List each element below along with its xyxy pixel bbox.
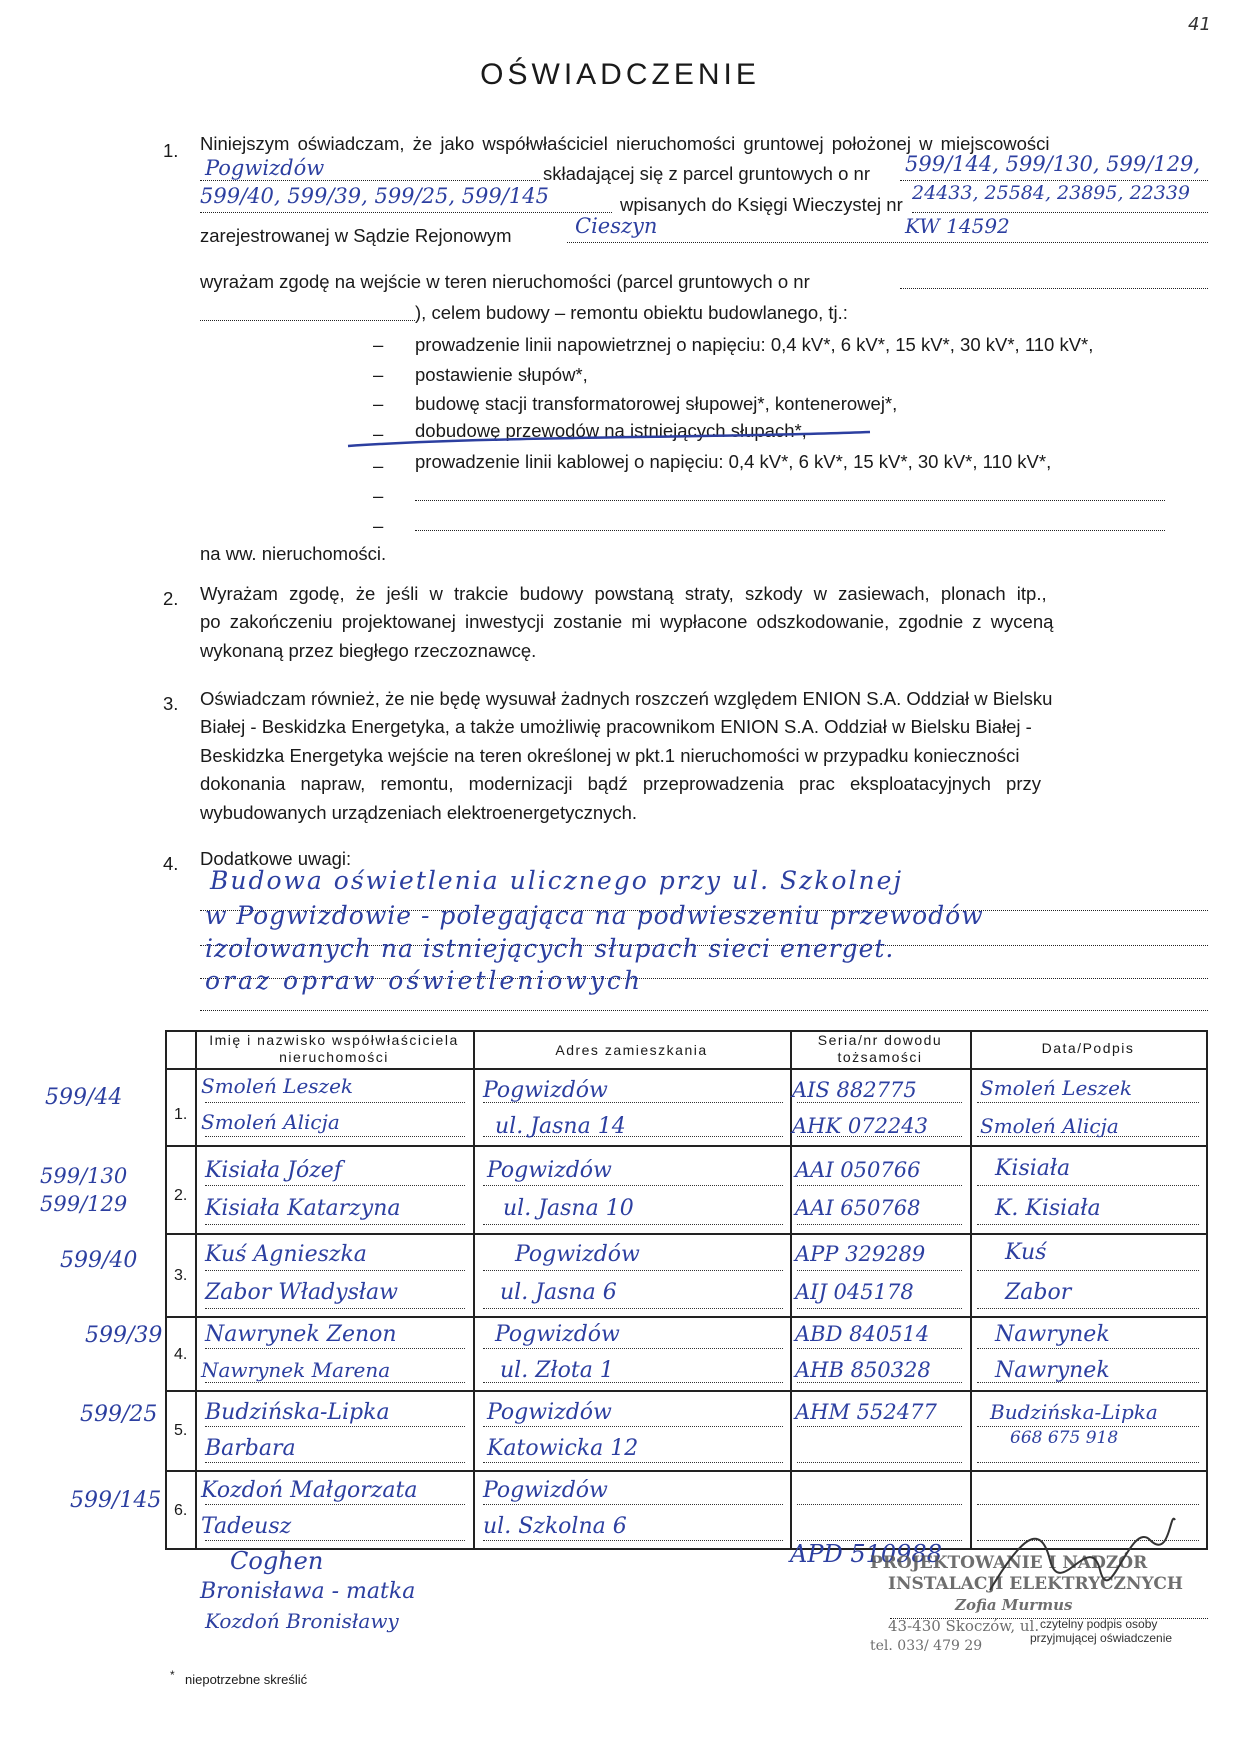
section-3-line1: Oświadczam również, że nie będę wysuwał żadnych roszczeń względem ENION S.A. Oddział w Bielsku — [200, 688, 1053, 709]
table-cell-address: Katowicka 12 — [487, 1436, 639, 1461]
blank-bullet-line — [415, 480, 1165, 501]
bullet-4: dobudowę przewodów na istniejących słupach*, — [415, 420, 807, 441]
signature-scribble — [980, 1500, 1180, 1610]
table-cell-id: ABD 840514 — [795, 1322, 930, 1346]
parcels-handwritten-b: 599/40, 599/39, 599/25, 599/145 — [200, 184, 549, 208]
table-cell-id: AHB 850328 — [795, 1358, 931, 1382]
table-cell-address: Pogwizdów — [483, 1478, 608, 1503]
table-cell-name: Smoleń Leszek — [201, 1074, 354, 1098]
bullet-1: prowadzenie linii napowietrznej o napięciu: 0,4 kV*, 6 kV*, 15 kV*, 30 kV*, 110 kV*, — [415, 334, 1094, 355]
margin-parcel-number: 599/145 — [70, 1488, 162, 1513]
stamp-line: PROJEKTOWANIE I NADZÓR — [870, 1553, 1148, 1573]
table-cell-id: AIS 882775 — [792, 1078, 917, 1102]
table-cell-address: ul. Złota 1 — [500, 1358, 614, 1383]
table-cell-signature: Zabor — [1005, 1280, 1072, 1305]
remarks-handwritten-4: oraz opraw oświetleniowych — [205, 966, 643, 995]
section-1-line2: składającej się z parcel gruntowych o nr — [543, 163, 870, 184]
table-cell-address: ul. Jasna 10 — [503, 1196, 634, 1221]
bullet-5: prowadzenie linii kablowej o napięciu: 0,4 kV*, 6 kV*, 15 kV*, 30 kV*, 110 kV*, — [415, 451, 1052, 472]
table-cell-id: AHK 072243 — [792, 1114, 929, 1138]
table-cell-signature: Kisiała — [995, 1156, 1071, 1181]
parcel-no-field-2 — [200, 300, 415, 321]
section-3-line2: Białej - Beskidzka Energetyka, a także umożliwię pracownikom ENION S.A. Oddział w Bielsku Białej - — [200, 716, 1032, 737]
section-number: 2. — [163, 588, 179, 609]
section-2-line2: po zakończeniu projektowanej inwestycji zostanie mi wypłacone odszkodowanie, zgodnie z wyceną — [200, 611, 1054, 632]
header-name: Imię i nazwisko współwłaściciela nieruchomości — [209, 1032, 459, 1065]
court-field — [567, 222, 1208, 243]
table-cell-signature: Nawrynek — [995, 1358, 1110, 1383]
remarks-handwritten-3: izolowanych na istniejących słupach sieci energet. — [205, 934, 895, 963]
kw-handwritten: 24433, 25584, 23895, 22339 — [912, 182, 1191, 204]
handwritten-underline — [340, 428, 880, 452]
section-number: 4. — [163, 853, 179, 874]
row-number: 4. — [174, 1346, 188, 1363]
section-number: 1. — [163, 140, 179, 161]
section-number: 3. — [163, 693, 179, 714]
parcels-handwritten-a: 599/144, 599/130, 599/129, — [905, 152, 1201, 176]
margin-parcel-number: 599/44 — [45, 1085, 123, 1110]
stamp-line: INSTALACJI ELEKTRYCZNYCH — [888, 1574, 1183, 1594]
table-cell-signature: Smoleń Leszek — [980, 1076, 1133, 1100]
row-number: 6. — [174, 1502, 188, 1519]
stamp-line: Zofia Murmus — [955, 1596, 1073, 1614]
bullet-dash: – — [373, 485, 384, 506]
section-2-line3: wykonaną przez biegłego rzeczoznawcę. — [200, 640, 537, 661]
row-number: 1. — [174, 1106, 188, 1123]
table-cell-name: Tadeusz — [201, 1514, 292, 1539]
table-cell-id: AIJ 045178 — [795, 1280, 914, 1304]
section-3-line4: dokonania napraw, remontu, modernizacji bądź przeprowadzenia prac eksploatacyjnych przy — [200, 773, 1041, 794]
kw2-handwritten: KW 14592 — [905, 214, 1010, 238]
signature-caption: przyjmującej oświadczenie — [1030, 1631, 1173, 1645]
margin-parcel-number: 599/130 599/129 — [40, 1164, 128, 1216]
table-cell-name: Kozdoń Małgorzata — [201, 1478, 418, 1503]
remarks-handwritten-1: Budowa oświetlenia ulicznego przy ul. Szkolnej — [210, 866, 904, 895]
parcel-no-field — [900, 268, 1208, 289]
table-cell-signature: Nawrynek — [995, 1322, 1110, 1347]
header-address: Adres zamieszkania — [555, 1042, 708, 1058]
table-cell-name: Kisiała Józef — [205, 1158, 342, 1183]
table-cell-address: Pogwizdów — [515, 1242, 640, 1267]
section-1-closing: na ww. nieruchomości. — [200, 543, 387, 564]
section-1-line4: zarejestrowanej w Sądzie Rejonowym — [200, 225, 512, 246]
margin-parcel-number: 599/25 — [80, 1402, 158, 1427]
signature-caption: czytelny podpis osoby — [1040, 1617, 1158, 1631]
owners-table — [165, 1030, 1208, 1550]
court-handwritten: Cieszyn — [575, 214, 658, 238]
bullet-dash: – — [373, 423, 384, 444]
row-number: 5. — [174, 1422, 188, 1439]
stamp-line: 43-430 Skoczów, ul. — [888, 1617, 1040, 1635]
table-cell-name: Kisiała Katarzyna — [205, 1196, 401, 1221]
table-cell-address: ul. Szkolna 6 — [483, 1514, 627, 1539]
table-cell-address: Pogwizdów — [487, 1158, 612, 1183]
blank-bullet-line — [415, 510, 1165, 531]
table-cell-signature: Smoleń Alicja — [980, 1114, 1119, 1138]
section-1-line6: ), celem budowy – remontu obiektu budowlanego, tj.: — [415, 302, 848, 323]
section-2-line1: Wyrażam zgodę, że jeśli w trakcie budowy powstaną straty, szkody w zasiewach, plonach itp., — [200, 583, 1047, 604]
table-cell-address: Pogwizdów — [487, 1400, 612, 1425]
remarks-handwritten-2: w Pogwizdowie - polegająca na podwieszeniu przewodów — [205, 901, 984, 930]
note-handwritten-1: Coghen — [230, 1547, 324, 1575]
note-handwritten-3: Kozdoń Bronisławy — [205, 1609, 399, 1633]
table-cell-address: ul. Jasna 6 — [500, 1280, 617, 1305]
table-cell-name: Barbara — [205, 1436, 296, 1461]
place-handwritten: Pogwizdów — [205, 156, 325, 180]
bullet-3: budowę stacji transformatorowej słupowej*, kontenerowej*, — [415, 393, 898, 414]
section-3-line3: Beskidzka Energetyka wejście na teren określonej w pkt.1 nieruchomości w przypadku konieczności — [200, 745, 1020, 766]
header-sign: Data/Podpis — [1041, 1040, 1135, 1056]
bullet-2: postawienie słupów*, — [415, 364, 588, 385]
table-cell-name: Nawrynek Marena — [201, 1358, 391, 1382]
table-cell-id: AAI 650768 — [795, 1196, 921, 1220]
section-4-label: Dodatkowe uwagi: — [200, 848, 352, 869]
table-cell-address: Pogwizdów — [483, 1078, 608, 1103]
bullet-dash: – — [373, 515, 384, 536]
bullet-dash: – — [373, 455, 384, 476]
table-cell-name: Zabor Władysław — [205, 1280, 398, 1305]
table-cell-signature: Budzińska-Lipka — [990, 1400, 1158, 1424]
page-number: 41 — [1188, 14, 1211, 35]
bullet-dash: – — [373, 393, 384, 414]
margin-parcel-number: 599/40 — [60, 1248, 138, 1273]
bullet-dash: – — [373, 364, 384, 385]
document-title: OŚWIADCZENIE — [480, 58, 760, 91]
table-cell-name: Nawrynek Zenon — [205, 1322, 397, 1347]
section-1-line1: Niniejszym oświadczam, że jako współwłaściciel nieruchomości gruntowej położonej w miejscowości — [200, 133, 1050, 154]
row-number: 2. — [174, 1187, 188, 1204]
table-cell-address: ul. Jasna 14 — [495, 1114, 626, 1139]
id-handwritten: APD 510988 — [790, 1540, 942, 1568]
table-cell-id: AHM 552477 — [795, 1400, 937, 1424]
table-cell-name: Kuś Agnieszka — [205, 1242, 367, 1267]
note-handwritten-2: Bronisława - matka — [200, 1579, 416, 1604]
stamp-line: tel. 033/ 479 29 — [870, 1638, 983, 1654]
margin-parcel-number: 599/39 — [85, 1323, 163, 1348]
row-number: 3. — [174, 1267, 188, 1284]
table-cell-id: AAI 050766 — [795, 1158, 921, 1182]
table-cell-address: Pogwizdów — [495, 1322, 620, 1347]
bullet-dash: – — [373, 334, 384, 355]
table-cell-name: Smoleń Alicja — [201, 1110, 340, 1134]
footnote-mark: * — [170, 1668, 175, 1682]
header-id: Seria/nr dowodu tożsamości — [817, 1032, 943, 1065]
table-cell-signature: Kuś — [1005, 1240, 1047, 1265]
table-cell-id: APP 329289 — [795, 1242, 926, 1266]
table-cell-signature: 668 675 918 — [1010, 1428, 1119, 1448]
section-1-line5: wyrażam zgodę na wejście w teren nieruchomości (parcel gruntowych o nr — [200, 271, 810, 292]
section-3-line5: wybudowanych urządzeniach elektroenergetycznych. — [200, 802, 638, 823]
footnote: niepotrzebne skreślić — [185, 1672, 308, 1687]
table-cell-name: Budzińska-Lipka — [205, 1400, 390, 1425]
section-1-line3: wpisanych do Księgi Wieczystej nr — [620, 194, 903, 215]
table-cell-signature: K. Kisiała — [995, 1196, 1101, 1221]
